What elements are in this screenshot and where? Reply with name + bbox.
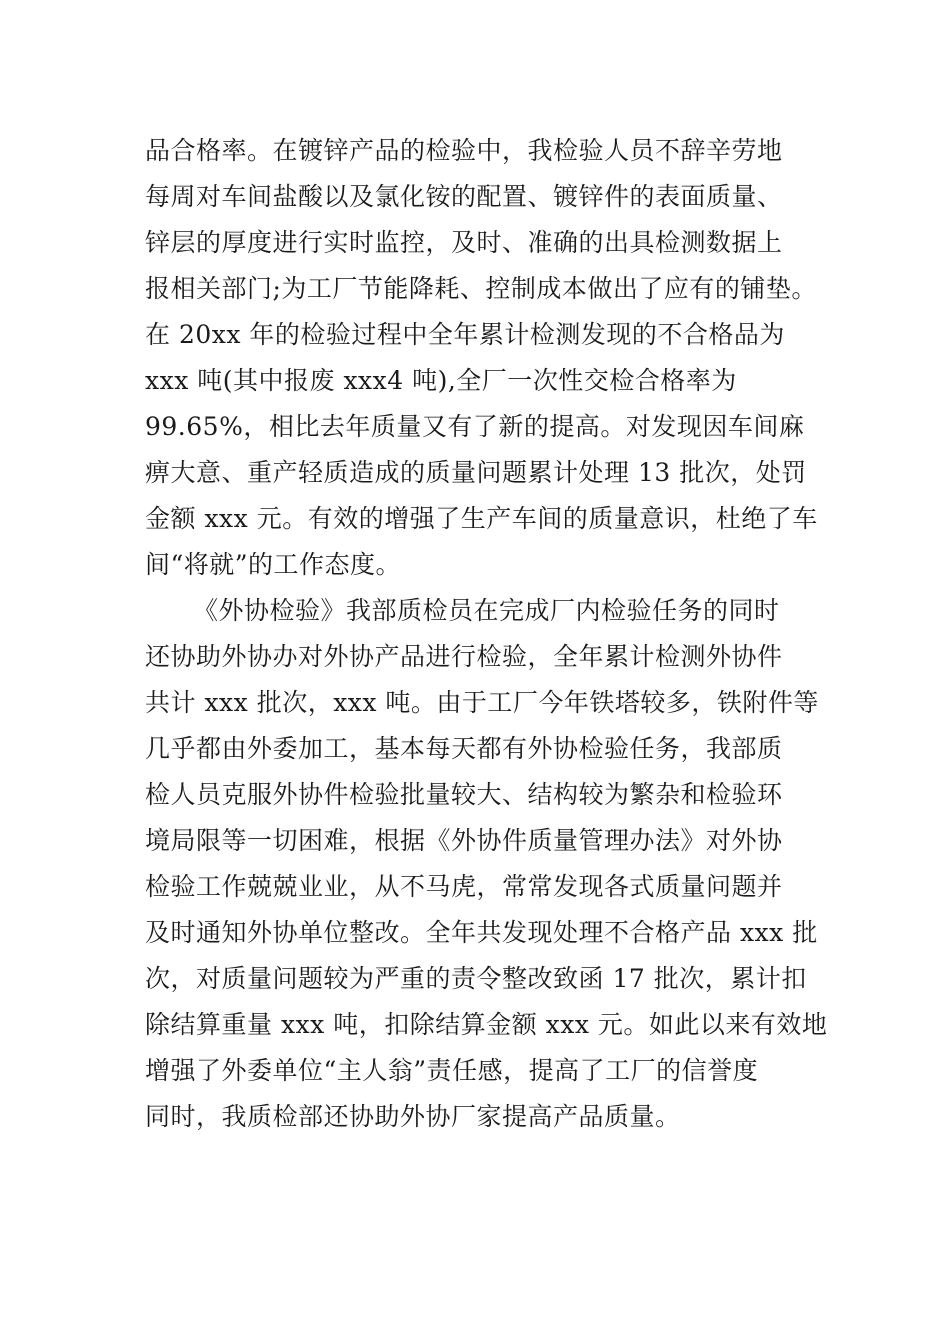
document-body <box>145 128 828 1140</box>
text-line: 次，对质量问题较为严重的责令整改致函 17 批次，累计扣 <box>145 964 807 993</box>
text-line: 还协助外协办对外协产品进行检验，全年累计检测外协件 <box>145 642 783 671</box>
text-line: 检验工作兢兢业业，从不马虎，常常发现各式质量问题并 <box>145 872 783 901</box>
text-line: 增强了外委单位“主人翁”责任感，提高了工厂的信誉度 <box>145 1056 759 1085</box>
text-line: 《外协检验》我部质检员在完成厂内检验任务的同时 <box>193 596 780 625</box>
text-line: 除结算重量 xxx 吨，扣除结算金额 xxx 元。如此以来有效地 <box>145 1010 828 1039</box>
text-line: 几乎都由外委加工，基本每天都有外协检验任务，我部质 <box>145 734 783 763</box>
text-line: 锌层的厚度进行实时监控，及时、准确的出具检测数据上 <box>145 228 783 257</box>
text-line: xxx 吨(其中报废 xxx4 吨),全厂一次性交检合格率为 <box>145 366 737 395</box>
text-line: 及时通知外协单位整改。全年共发现处理不合格产品 xxx 批 <box>145 918 818 947</box>
text-line: 在 20xx 年的检验过程中全年累计检测发现的不合格品为 <box>145 320 785 349</box>
text-line: 99.65%，相比去年质量又有了新的提高。对发现因车间麻 <box>145 412 805 441</box>
text-line: 报相关部门;为工厂节能降耗、控制成本做出了应有的铺垫。 <box>145 274 817 303</box>
text-line: 共计 xxx 批次，xxx 吨。由于工厂今年铁塔较多，铁附件等 <box>145 688 819 717</box>
paragraph-2 <box>145 588 828 1140</box>
text-line: 间“将就”的工作态度。 <box>145 550 402 579</box>
text-line: 痹大意、重产轻质造成的质量问题累计处理 13 批次，处罚 <box>145 458 807 487</box>
paragraph-1 <box>145 128 825 588</box>
text-line: 金额 xxx 元。有效的增强了生产车间的质量意识，杜绝了车 <box>145 504 818 533</box>
text-line: 检人员克服外协件检验批量较大、结构较为繁杂和检验环 <box>145 780 783 809</box>
text-line: 同时，我质检部还协助外协厂家提高产品质量。 <box>145 1102 681 1131</box>
text-line: 品合格率。在镀锌产品的检验中，我检验人员不辞辛劳地 <box>145 136 783 165</box>
text-line: 境局限等一切困难，根据《外协件质量管理办法》对外协 <box>145 826 783 855</box>
text-line: 每周对车间盐酸以及氯化铵的配置、镀锌件的表面质量、 <box>145 182 783 211</box>
